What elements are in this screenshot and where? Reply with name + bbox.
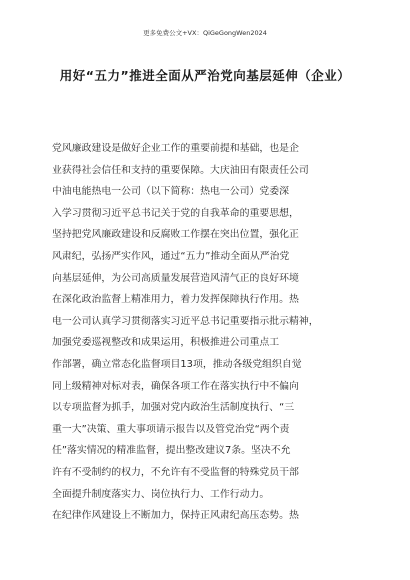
body-line: 同上级精神对标对表，确保各项工作在落实执行中不偏向 (52, 380, 299, 392)
document-body (52, 138, 352, 527)
body-line: 重一大”决策、重大事项请示报告以及管党治党“两个责 (52, 423, 290, 435)
body-line: 加强党委巡视整改和成果运用，积极推进公司重点工 (52, 337, 280, 349)
body-line: 以专项监督为抓手，加强对党内政治生活制度执行、“三 (52, 402, 295, 414)
body-line: 入学习贯彻习近平总书记关于党的自我革命的重要思想， (52, 207, 299, 219)
body-line: 业获得社会信任和支持的重要保障。大庆油田有限责任公司 (52, 164, 309, 176)
body-line: 在纪律作风建设上不断加力，保持正风肃纪高压态势。热 (52, 510, 299, 522)
document-title: 用好“五力”推进全面从严治党向基层延伸（企业） (59, 68, 351, 83)
body-line: 许有不受制约的权力，不允许有不受监督的特殊党员干部 (52, 466, 299, 478)
body-line: 中油电能热电一公司（以下简称：热电一公司）党委深 (52, 186, 290, 198)
body-line: 坚持把党风廉政建设和反腐败工作摆在突出位置，强化正 (52, 229, 299, 241)
body-line: 风肃纪，弘扬严实作风，通过“五力”推动全面从严治党 (52, 250, 290, 262)
body-line: 党风廉政建设是做好企业工作的重要前提和基础，也是企 (52, 143, 299, 154)
body-line: 任”落实情况的精准监督，提出整改建议7条。坚决不允 (52, 445, 291, 457)
body-line: 向基层延伸，为公司高质量发展营造风清气正的良好环境 (52, 272, 299, 284)
header-note: 更多免费公文+VX：QiGeGongWen2024 (143, 29, 267, 37)
body-line: 作部署，确立常态化监督项目13项，推动各级党组织自觉 (52, 358, 302, 370)
body-line: 全面提升制度落实力、岗位执行力、工作行动力。 (52, 488, 270, 500)
body-line: 在深化政治监督上精准用力，着力发挥保障执行作用。热 (52, 294, 299, 306)
body-line: 电一公司认真学习贯彻落实习近平总书记重要指示批示精神， (52, 315, 319, 327)
